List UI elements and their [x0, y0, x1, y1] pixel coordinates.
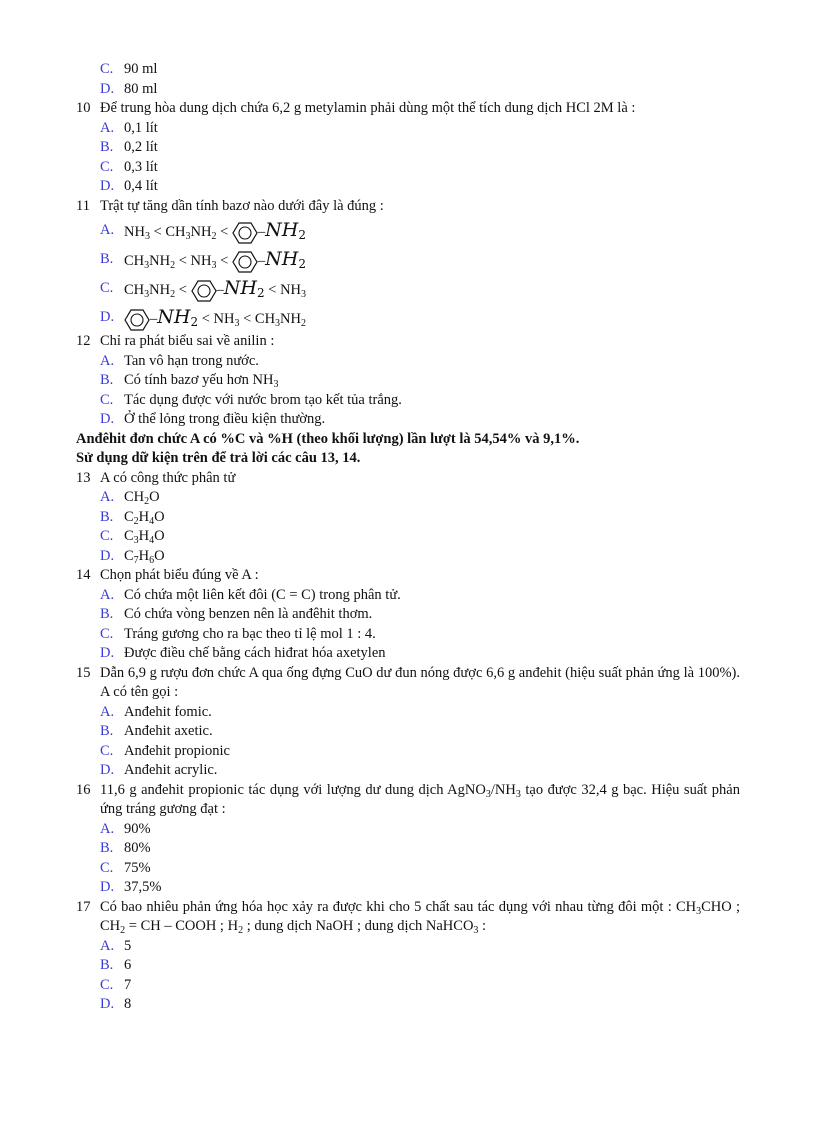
option-text: Anđehit acrylic.: [124, 762, 218, 778]
option-text: 80%: [124, 840, 151, 856]
question-number: 16: [76, 781, 91, 798]
question-text: Để trung hòa dung dịch chứa 6,2 g metylamin phải dùng một thể tích dung dịch HCl 2M là :: [100, 100, 636, 116]
option-text: 0,3 lít: [124, 158, 158, 175]
option-text: 0,1 lít: [124, 119, 158, 136]
option-b-q13: [0, 508, 816, 528]
option-a-q11: [0, 216, 816, 245]
question-17: [0, 898, 816, 937]
option-letter: B.: [100, 251, 114, 267]
option-text: $C_3H_4O$: [124, 528, 165, 546]
option-text: $CH_3NH_2 < NH_3 < -NH_2$: [124, 245, 306, 276]
question-12: [0, 332, 816, 352]
option-text: $NH_3 < CH_3NH_2 < -NH_2$: [124, 216, 306, 247]
option-letter: C.: [100, 61, 114, 77]
option-letter: D.: [100, 309, 115, 325]
question-11: [0, 197, 816, 217]
option-letter: D.: [100, 178, 115, 194]
option-text: 6: [124, 957, 132, 973]
option-text: 37,5%: [124, 879, 162, 895]
option-letter: A.: [100, 937, 115, 954]
option-text: 8: [124, 996, 132, 1012]
option-c-q14: [0, 625, 816, 645]
option-letter: C.: [100, 158, 114, 175]
option-letter: D.: [100, 879, 115, 895]
option-letter: D.: [100, 547, 115, 564]
benzene-ring-icon: [232, 221, 258, 245]
option-letter: C.: [100, 528, 114, 544]
exam-page: [0, 60, 816, 1015]
option-text: 75%: [124, 859, 151, 876]
option-c-q17: [0, 976, 816, 996]
option-letter: C.: [100, 280, 114, 296]
option-b-q10: [0, 138, 816, 158]
question-16: [0, 781, 816, 820]
option-c-q16: [0, 859, 816, 879]
option-b-q15: [0, 722, 816, 742]
option-b-q16: [0, 839, 816, 859]
option-letter: B.: [100, 957, 114, 973]
option-letter: A.: [100, 586, 115, 603]
option-d-q16: [0, 878, 816, 898]
option-letter: A.: [100, 222, 115, 238]
option-c-q13: [0, 527, 816, 547]
question-15: [0, 664, 816, 703]
question-number: 14: [76, 567, 91, 583]
option-text: Anđehit axetic.: [124, 723, 213, 739]
option-d-q13: [0, 547, 816, 567]
question-number: 15: [76, 664, 91, 681]
option-text: 0,4 lít: [124, 178, 158, 194]
option-text: Ở thể lỏng trong điều kiện thường.: [124, 411, 326, 427]
option-c-q15: [0, 742, 816, 762]
option-text: $CH_2O$: [124, 489, 160, 507]
option-text: Có tính bazơ yếu hơn $NH_3$: [124, 372, 279, 390]
option-letter: C.: [100, 742, 114, 759]
option-b-q17: [0, 956, 816, 976]
shared-data-heading: Anđêhit đơn chức A có %C và %H (theo khối lượng) lần lượt là 54,54% và 9,1%.: [76, 430, 580, 447]
option-b-q11: [0, 245, 816, 274]
option-text: 5: [124, 937, 132, 954]
option-text: Anđehit propionic: [124, 742, 230, 759]
option-text: 90%: [124, 820, 151, 837]
option-letter: C.: [100, 859, 114, 876]
benzene-ring-icon: [232, 250, 258, 274]
benzene-ring-icon: [191, 279, 217, 303]
option-text: $-NH_2 < NH_3 < CH_3NH_2$: [124, 303, 306, 334]
option-letter: A.: [100, 352, 115, 369]
option-letter: C.: [100, 976, 114, 993]
option-letter: D.: [100, 645, 115, 661]
shared-data-instruction: Sử dụng dữ kiện trên để trả lời các câu 13, 14.: [76, 450, 361, 466]
question-14: [0, 566, 816, 586]
option-letter: C.: [100, 625, 114, 642]
question-text: Có bao nhiêu phản ứng hóa học xảy ra được khi cho 5 chất sau tác dụng với nhau từng đôi một : $CH_3CHO$ ; $CH_2$ = CH – COOH ; $H_2$ ; dung dịch NaOH ; dung dịch NaHCO$_3$ :: [100, 898, 740, 936]
option-text: Tác dụng được với nước brom tạo kết tủa trắng.: [124, 391, 402, 408]
option-text: 90 ml: [124, 61, 158, 77]
option-letter: B.: [100, 840, 114, 856]
option-b-q14: [0, 605, 816, 625]
option-c-q10: [0, 158, 816, 178]
option-d-q10: [0, 177, 816, 197]
option-d-q12: [0, 410, 816, 430]
option-c-q9: [0, 60, 816, 80]
question-number: 12: [76, 333, 91, 349]
option-c-q12: [0, 391, 816, 411]
option-d-q11: [0, 303, 816, 332]
option-text: Anđehit fomic.: [124, 703, 212, 720]
option-letter: A.: [100, 489, 115, 505]
question-10: [0, 99, 816, 119]
question-13: [0, 469, 816, 489]
benzene-ring-icon: [124, 308, 150, 332]
option-letter: B.: [100, 372, 114, 388]
question-text: 11,6 g anđehit propionic tác dụng với lượng dư dung dịch $AgNO_3/NH_3$ tạo được 32,4 g bạc. Hiệu suất phản ứng tráng gương đạt :: [100, 781, 740, 817]
question-number: 17: [76, 898, 91, 915]
option-d-q17: [0, 995, 816, 1015]
option-a-q15: [0, 703, 816, 723]
option-letter: D.: [100, 762, 115, 778]
option-letter: D.: [100, 996, 115, 1012]
question-text: Trật tự tăng dần tính bazơ nào dưới đây là đúng :: [100, 197, 384, 214]
question-text: Chỉ ra phát biểu sai về anilin :: [100, 333, 275, 349]
option-text: $C_2H_4O$: [124, 508, 165, 527]
question-text: Chọn phát biểu đúng về A :: [100, 567, 259, 583]
option-letter: A.: [100, 703, 115, 720]
option-text: 0,2 lít: [124, 139, 158, 155]
option-a-q16: [0, 820, 816, 840]
option-d-q14: [0, 644, 816, 664]
option-a-q17: [0, 937, 816, 957]
option-text: $C_7H_6O$: [124, 547, 165, 566]
option-text: 7: [124, 976, 132, 993]
option-text: Tráng gương cho ra bạc theo tỉ lệ mol 1 : 4.: [124, 625, 376, 642]
option-text: Có chứa một liên kết đôi (C = C) trong phân tử.: [124, 586, 401, 603]
question-number: 11: [76, 197, 90, 214]
question-number: 13: [76, 469, 91, 486]
option-a-q13: [0, 488, 816, 508]
option-text: Tan vô hạn trong nước.: [124, 352, 259, 369]
option-letter: D.: [100, 411, 115, 427]
option-letter: C.: [100, 391, 114, 408]
option-letter: B.: [100, 723, 114, 739]
question-text: A có công thức phân tử: [100, 469, 236, 486]
question-text: Dẫn 6,9 g rượu đơn chức A qua ống đựng CuO dư đun nóng được 6,6 g anđehit (hiệu suất phản ứng là 100%). A có tên gọi :: [100, 664, 740, 700]
option-a-q10: [0, 119, 816, 139]
option-text: Được điều chế bằng cách hiđrat hóa axetylen: [124, 645, 386, 661]
option-a-q12: [0, 352, 816, 372]
option-letter: A.: [100, 820, 115, 837]
question-number: 10: [76, 100, 91, 116]
option-d-q9: [0, 80, 816, 100]
option-c-q11: [0, 274, 816, 303]
option-letter: A.: [100, 119, 115, 136]
option-letter: B.: [100, 606, 114, 622]
option-d-q15: [0, 761, 816, 781]
option-text: $CH_3NH_2 < -NH_2 < NH_3$: [124, 274, 306, 305]
option-b-q12: [0, 371, 816, 391]
option-letter: B.: [100, 508, 114, 525]
option-a-q14: [0, 586, 816, 606]
option-text: Có chứa vòng benzen nên là anđêhit thơm.: [124, 606, 373, 622]
option-letter: B.: [100, 139, 114, 155]
option-text: 80 ml: [124, 80, 158, 97]
option-letter: D.: [100, 80, 115, 97]
